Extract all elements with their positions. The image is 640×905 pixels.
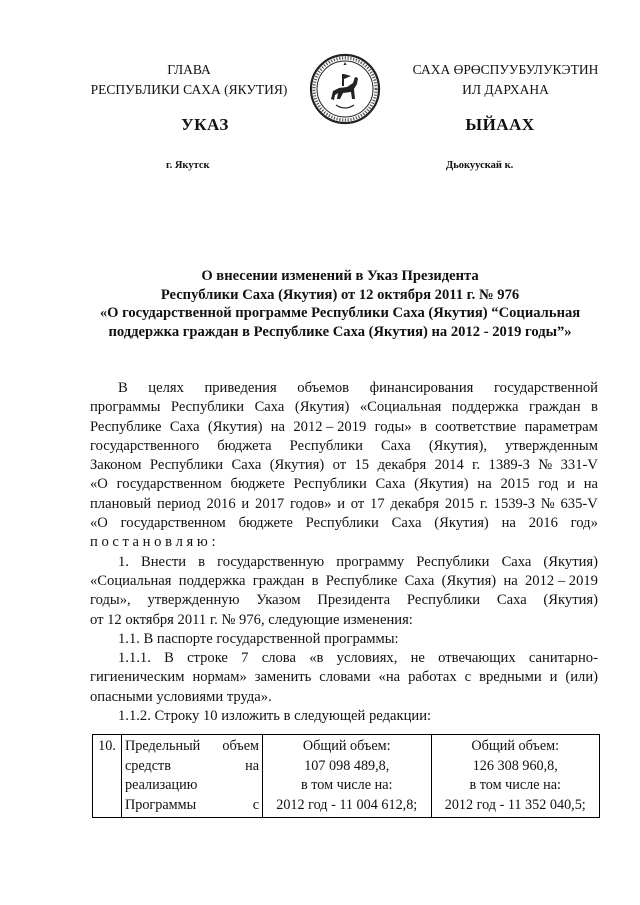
word: год: [538, 476, 559, 493]
word: словами: [319, 669, 371, 686]
word: плановый: [90, 495, 152, 512]
word: средств: [125, 757, 171, 774]
program-passport-table: [92, 734, 600, 818]
word: с: [464, 669, 472, 686]
word: Указом: [256, 592, 301, 609]
row-number: 10.: [93, 735, 122, 818]
word: 331-V: [560, 457, 598, 474]
word: граждан: [252, 572, 305, 589]
header-right: [393, 60, 618, 100]
cell-line: Общий объем:: [471, 738, 560, 754]
title-line: О внесении изменений в Указ Президента: [201, 268, 479, 284]
word: 2012 – 2019: [525, 572, 598, 589]
word: №: [540, 495, 555, 512]
word: Программы: [125, 796, 197, 813]
document-title: [80, 267, 600, 341]
cell-line: [125, 757, 259, 777]
header-left-line2: РЕСПУБЛИКИ САХА (ЯКУТИЯ): [90, 82, 288, 97]
word: на: [270, 418, 286, 435]
word: декабря: [390, 495, 440, 512]
word: государственном: [116, 476, 222, 493]
word: год»: [570, 515, 598, 532]
table-row: [93, 735, 600, 818]
word: (Якутия): [269, 457, 325, 474]
city-left: г. Якутск: [166, 160, 210, 171]
word: 1.: [118, 553, 129, 570]
word: (Якутия),: [428, 437, 487, 454]
word: граждан: [528, 399, 581, 416]
title-line: поддержка граждан в Республике Саха (Якутия) на 2012 - 2019 годы”»: [108, 323, 572, 340]
word: (Якутия): [294, 399, 350, 416]
word: «О: [90, 476, 108, 493]
word: Саха: [375, 476, 406, 493]
word: Саха: [391, 515, 422, 532]
word: Республике: [90, 418, 162, 435]
word: от: [350, 495, 365, 512]
word: 2015: [500, 476, 530, 493]
word: с: [252, 796, 259, 813]
word: финансирования: [369, 380, 474, 396]
word: г.: [479, 495, 488, 512]
body-line: [90, 418, 598, 437]
word: В: [118, 380, 128, 396]
word: в: [198, 553, 206, 570]
word: Республики: [305, 515, 379, 532]
word: Республике: [325, 572, 398, 589]
word: годы»,: [90, 592, 131, 609]
doc-type-right: ЫЙААХ: [465, 115, 535, 134]
word: программы: [90, 399, 161, 416]
word: бюджета: [217, 437, 272, 454]
body-line: [90, 437, 598, 456]
word: Президента: [317, 592, 391, 609]
word: на: [477, 476, 492, 493]
word: 7: [241, 650, 249, 667]
coat-of-arms-seal-icon: [309, 53, 381, 125]
title-line: «О государственной программе Республики Саха (Якутия) “Социальная: [99, 305, 581, 322]
body-line: [90, 591, 598, 610]
cell-line: [125, 737, 259, 757]
word: и: [567, 476, 575, 493]
cell-line: 107 098 489,8,: [304, 757, 390, 774]
body-line: от 12 октября 2011 г. № 976, следующие изменения:: [90, 611, 413, 628]
word: 1389-З: [488, 457, 530, 474]
decree-word: п о с т а н о в л я ю :: [90, 534, 216, 551]
word: Республики: [289, 437, 363, 454]
word: отвечающих: [438, 650, 516, 667]
body-line: [90, 475, 598, 494]
word: Республики: [293, 476, 367, 493]
word: период: [156, 495, 201, 512]
body-line: [90, 668, 598, 687]
word: В: [164, 650, 174, 667]
body-line: [90, 572, 598, 591]
body-line: опасными условиями труда».: [90, 688, 272, 705]
header-right-line1: САХА ӨРӨСПУУБУЛУКЭТИН: [412, 62, 599, 77]
word: и: [337, 495, 345, 512]
body-line: 1.1.2. Строку 10 изложить в следующей редакции:: [118, 708, 432, 725]
word: поддержка: [178, 572, 246, 589]
word: годы»: [374, 418, 412, 435]
word: «Социальная: [359, 399, 442, 416]
old-values-cell: [263, 735, 432, 818]
word: в: [311, 572, 319, 589]
body-line: [90, 398, 598, 417]
word: параметрам: [524, 418, 598, 435]
word: (Якутия): [207, 418, 263, 435]
document-body: [90, 379, 598, 726]
word: Республики: [149, 457, 224, 474]
word: Саха: [404, 572, 435, 589]
cell-line: [125, 796, 259, 816]
word: №: [538, 457, 553, 474]
cell-line: 126 308 960,8,: [472, 757, 558, 774]
row-name-cell: [122, 735, 263, 818]
word: (Якутия): [441, 572, 497, 589]
body-line: [90, 456, 598, 475]
word: Саха: [231, 457, 262, 474]
word: 2015: [444, 495, 475, 512]
word: целях: [148, 380, 184, 396]
word: Саха: [169, 418, 200, 435]
title-line: Республики Саха (Якутия) от 12 октября 2011 г. № 976: [160, 286, 520, 303]
word: 2016: [528, 515, 558, 532]
word: Республики: [406, 592, 481, 609]
word: Внести: [141, 553, 187, 570]
word: на: [245, 757, 259, 774]
body-line: [90, 379, 598, 398]
word: г.: [472, 457, 481, 474]
word: 2016: [206, 495, 236, 512]
word: Саха: [380, 437, 411, 454]
word: 17: [370, 495, 385, 512]
word: и: [241, 495, 250, 512]
word: (Якутия): [414, 476, 469, 493]
doc-type-left: УКАЗ: [181, 115, 229, 134]
new-values-cell: [431, 735, 600, 818]
cell-line: реализацию: [125, 777, 198, 793]
word: «в: [309, 650, 324, 667]
word: 1.1.1.: [118, 650, 151, 667]
word: «Социальная: [90, 572, 172, 589]
city-right: Дьокуускай к.: [446, 160, 514, 171]
header-left-line1: ГЛАВА: [167, 62, 211, 77]
word: 1539-З: [493, 495, 535, 512]
word: работах: [408, 669, 457, 686]
word: на: [503, 572, 518, 589]
word: декабря: [377, 457, 427, 474]
word: государственного: [90, 437, 200, 454]
word: «О: [90, 515, 108, 532]
word: строке: [187, 650, 228, 667]
word: годов»: [289, 495, 332, 512]
word: Республики: [170, 399, 245, 416]
word: и: [549, 669, 558, 686]
word: на: [583, 476, 598, 493]
cell-line: в том числе на:: [301, 777, 393, 793]
word: санитарно-: [528, 650, 598, 667]
word: государственной: [493, 380, 598, 396]
header-right-line2: ИЛ ДАРХАНА: [462, 82, 549, 97]
word: гигиеническим: [90, 669, 185, 686]
word: поддержка: [451, 399, 519, 416]
word: 635-V: [560, 495, 598, 512]
word: не: [410, 650, 425, 667]
word: (Якутия): [434, 515, 489, 532]
word: приведения: [204, 380, 277, 396]
word: бюджете: [238, 515, 293, 532]
word: государственном: [120, 515, 226, 532]
word: бюджете: [230, 476, 285, 493]
word: вредными: [479, 669, 542, 686]
word: на: [501, 515, 516, 532]
word: Предельный: [125, 738, 201, 754]
word: от: [332, 457, 347, 474]
word: слова: [261, 650, 296, 667]
cell-line: в том числе на:: [469, 777, 561, 793]
word: условиях,: [336, 650, 398, 667]
word: государственную: [217, 553, 325, 570]
body-line: [90, 514, 598, 533]
body-line: [90, 495, 598, 514]
word: 2012 – 2019: [293, 418, 367, 435]
word: Законом: [90, 457, 142, 474]
word: заменить: [254, 669, 312, 686]
word: соответствие: [435, 418, 517, 435]
word: 2017: [255, 495, 285, 512]
word: 2014: [434, 457, 464, 474]
word: (Якутия): [543, 553, 598, 570]
word: объемов: [297, 380, 350, 396]
word: утвержденную: [147, 592, 240, 609]
cell-line: 2012 год - 11 352 040,5;: [444, 796, 586, 813]
body-line: [90, 649, 598, 668]
word: (Якутия): [543, 592, 598, 609]
word: (или): [565, 669, 598, 686]
body-line: 1.1. В паспорте государственной программы:: [118, 630, 399, 647]
word: программу: [336, 553, 405, 570]
header-left: [84, 60, 294, 100]
word: нормам»: [192, 669, 247, 686]
word: Саха: [496, 592, 527, 609]
cell-line: Общий объем:: [302, 738, 391, 754]
word: Саха: [254, 399, 285, 416]
body-line: [90, 553, 598, 572]
word: в: [591, 399, 598, 416]
word: объем: [222, 738, 259, 754]
word: «на: [378, 669, 401, 686]
word: в: [419, 418, 427, 435]
word: утвержденным: [505, 437, 598, 454]
word: Саха: [501, 553, 532, 570]
word: Республики: [416, 553, 490, 570]
word: 15: [354, 457, 370, 474]
cell-line: 2012 год - 11 004 612,8;: [276, 796, 418, 813]
